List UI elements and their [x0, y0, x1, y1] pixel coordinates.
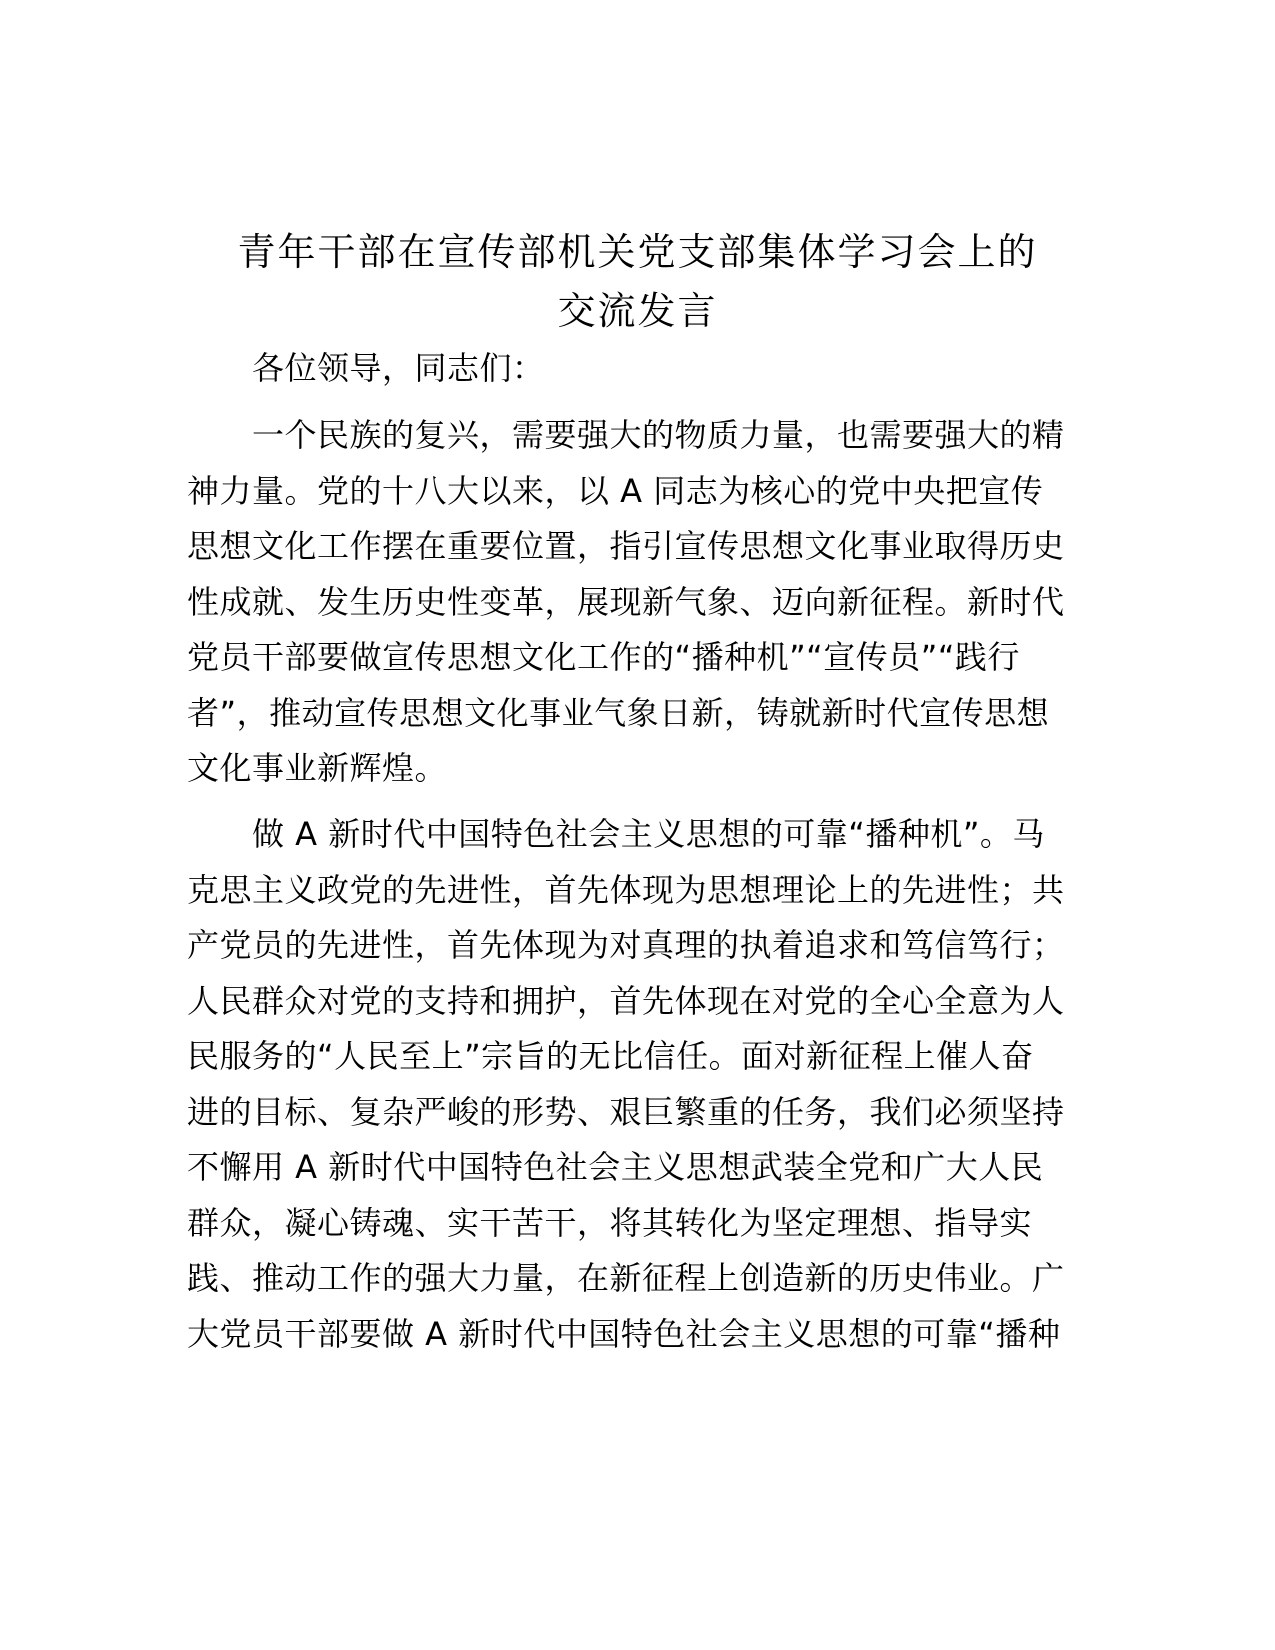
document-title-line-2: 交流发言 [557, 289, 718, 333]
paragraph-2-line-7: 不懈用 A 新时代中国特色社会主义思想武装全党和广大人民 [187, 1148, 1044, 1186]
document-title-line-1: 青年干部在宣传部机关党支部集体学习会上的 [237, 230, 1038, 274]
paragraph-1-line-4: 性成就、发生历史性变革，展现新气象、迈向新征程。新时代 [187, 583, 1065, 621]
paragraph-1-line-2: 神力量。党的十八大以来，以 A 同志为核心的党中央把宣传 [187, 472, 1044, 510]
paragraph-2-line-10: 大党员干部要做 A 新时代中国特色社会主义思想的可靠“播种 [187, 1315, 1061, 1353]
paragraph-1-line-7: 文化事业新辉煌。 [187, 749, 448, 787]
paragraph-2-line-2: 克思主义政党的先进性，首先体现为思想理论上的先进性；共 [187, 871, 1065, 909]
paragraph-1-line-1: 一个民族的复兴，需要强大的物质力量，也需要强大的精 [252, 416, 1065, 454]
paragraph-2-line-9: 践、推动工作的强大力量，在新征程上创造新的历史伟业。广 [187, 1259, 1065, 1297]
salutation: 各位领导，同志们： [252, 349, 545, 387]
paragraph-2-line-6: 进的目标、复杂严峻的形势、艰巨繁重的任务，我们必须坚持 [187, 1093, 1065, 1131]
paragraph-2-line-1: 做 A 新时代中国特色社会主义思想的可靠“播种机”。马 [252, 815, 1045, 853]
paragraph-1-line-3: 思想文化工作摆在重要位置，指引宣传思想文化事业取得历史 [187, 527, 1065, 565]
paragraph-2-line-5: 民服务的“人民至上”宗旨的无比信任。面对新征程上催人奋 [187, 1037, 1034, 1075]
paragraph-2-line-8: 群众，凝心铸魂、实干苦干，将其转化为坚定理想、指导实 [187, 1204, 1033, 1242]
paragraph-1-line-5: 党员干部要做宣传思想文化工作的“播种机”“宣传员”“践行 [187, 638, 1020, 676]
paragraph-1-line-6: 者”，推动宣传思想文化事业气象日新，铸就新时代宣传思想 [187, 694, 1050, 732]
paragraph-2-line-4: 人民群众对党的支持和拥护，首先体现在对党的全心全意为人 [187, 982, 1065, 1020]
paragraph-2-line-3: 产党员的先进性，首先体现为对真理的执着追求和笃信笃行； [187, 926, 1065, 964]
